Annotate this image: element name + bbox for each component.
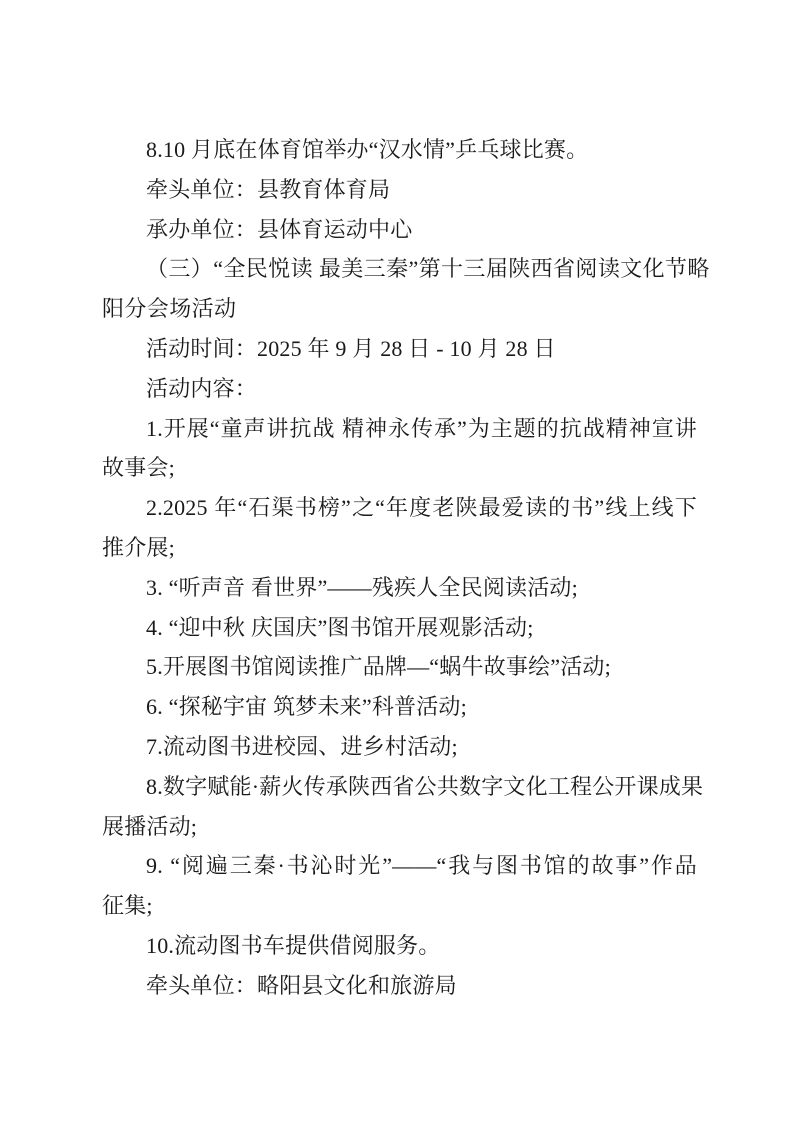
- text-line: 6. “探秘宇宙 筑梦未来”科普活动;: [146, 694, 467, 720]
- lead-unit-sports: [102, 170, 697, 210]
- text-line: 故事会;: [102, 455, 175, 481]
- activity-item-3: [102, 568, 697, 608]
- text-line: 阳分会场活动: [102, 296, 237, 322]
- text-line: 活动时间：2025 年 9 月 28 日 - 10 月 28 日: [146, 335, 556, 361]
- activity-item-10: [102, 926, 697, 966]
- activity-content-label: [102, 369, 697, 409]
- text-line: 7.流动图书进校园、进乡村活动;: [146, 733, 458, 759]
- section-heading-three: [102, 249, 710, 329]
- text-line: 3. “听声音 看世界”——残疾人全民阅读活动;: [146, 574, 578, 600]
- activity-item-2: [102, 488, 697, 568]
- text-line: 征集;: [102, 893, 153, 919]
- text-line: （三）“全民悦读 最美三秦”第十三届陕西省阅读文化节略: [146, 256, 710, 282]
- document-body: [102, 130, 710, 1006]
- activity-item-4: [102, 608, 697, 648]
- item-8-pingpong-event: [102, 130, 697, 170]
- text-line: 展播活动;: [102, 813, 198, 839]
- text-line: 9. “阅遍三秦·书沁时光”——“我与图书馆的故事”作品: [146, 853, 697, 879]
- activity-item-8: [102, 767, 704, 847]
- text-line: 活动内容：: [146, 375, 258, 401]
- text-line: 10.流动图书车提供借阅服务。: [146, 932, 441, 958]
- text-line: 8.数字赋能·薪火传承陕西省公共数字文化工程公开课成果: [146, 773, 704, 799]
- activity-time: [102, 329, 697, 369]
- activity-item-5: [102, 647, 697, 687]
- text-line: 推介展;: [102, 534, 175, 560]
- text-line: 2.2025 年“石渠书榜”之“年度老陕最爱读的书”线上线下: [146, 495, 697, 521]
- text-line: 8.10 月底在体育馆举办“汉水情”乒乓球比赛。: [146, 137, 589, 162]
- activity-item-7: [102, 727, 697, 767]
- organizer-unit-sports: [102, 210, 697, 250]
- lead-unit-culture-tourism: [102, 966, 697, 1006]
- text-line: 承办单位：县体育运动中心: [146, 216, 413, 242]
- text-line: 牵头单位：县教育体育局: [146, 176, 391, 202]
- text-line: 5.开展图书馆阅读推广品牌—“蜗牛故事绘”活动;: [146, 654, 611, 680]
- activity-item-6: [102, 687, 697, 727]
- text-line: 牵头单位：略阳县文化和旅游局: [146, 972, 457, 998]
- text-line: 4. “迎中秋 庆国庆”图书馆开展观影活动;: [146, 614, 534, 640]
- text-line: 1.开展“童声讲抗战 精神永传承”为主题的抗战精神宣讲: [146, 415, 697, 441]
- activity-item-9: [102, 846, 697, 926]
- activity-item-1: [102, 409, 697, 489]
